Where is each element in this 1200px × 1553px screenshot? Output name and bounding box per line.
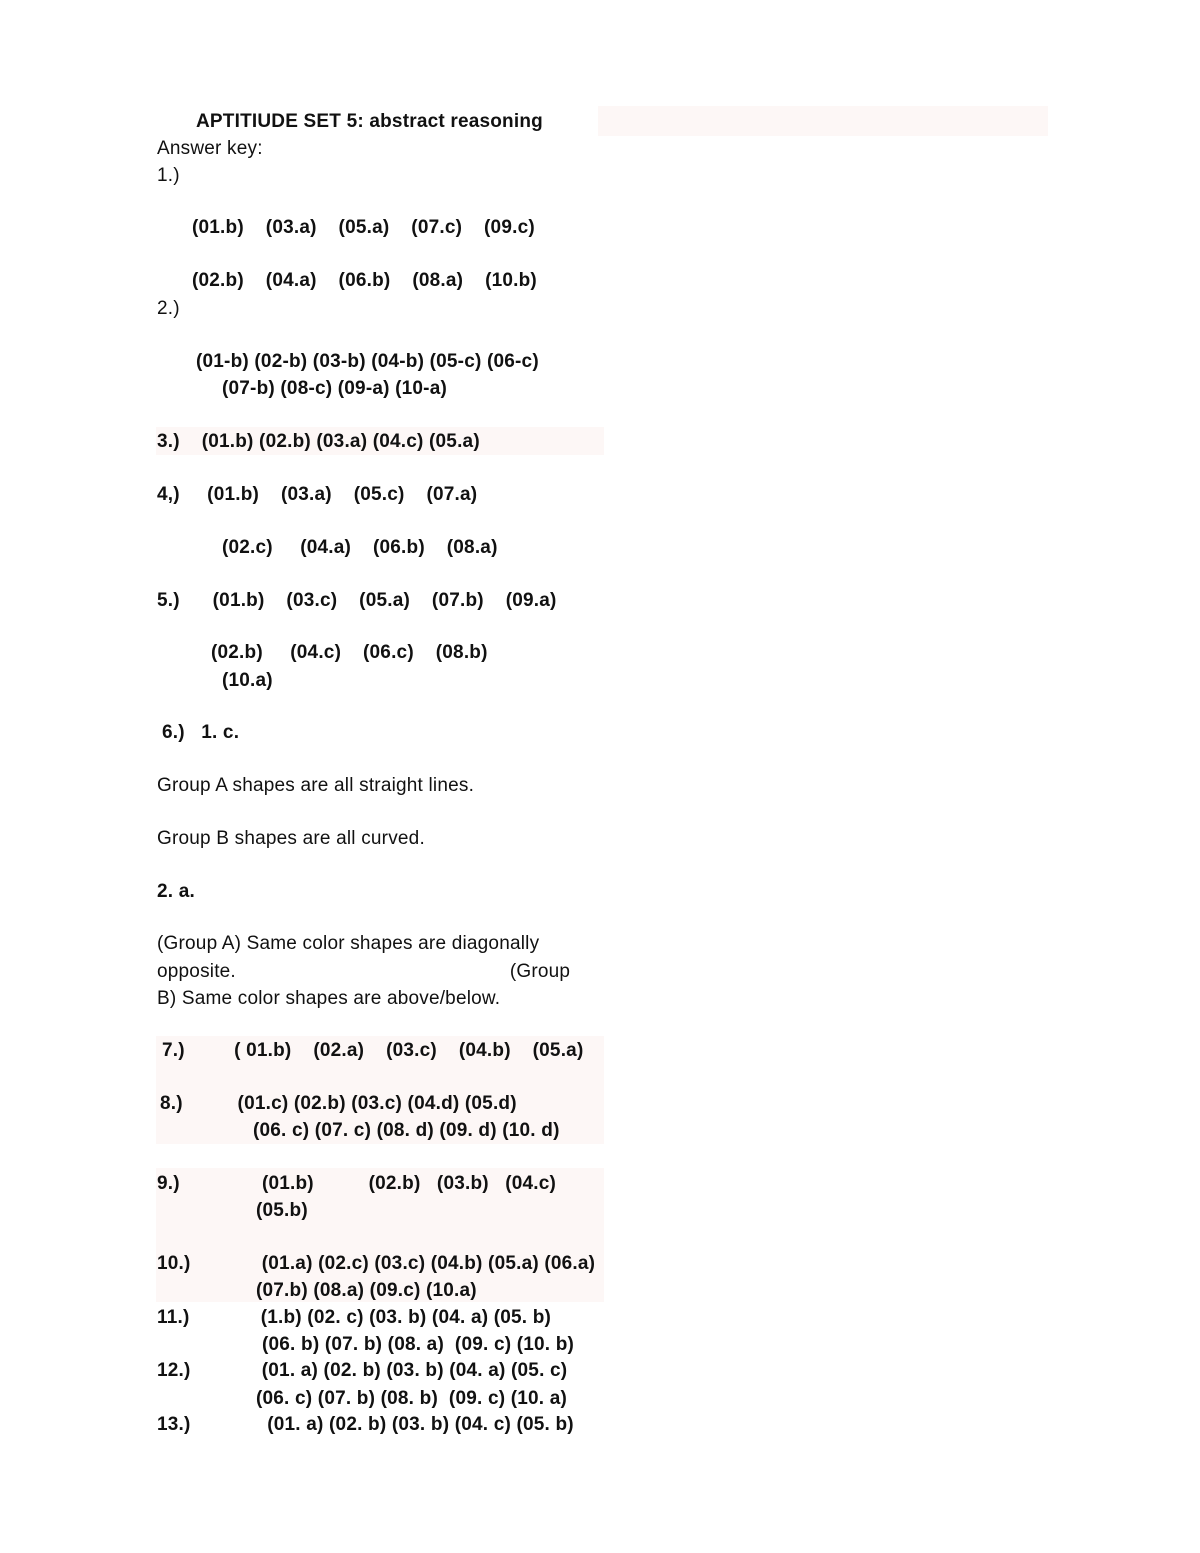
q5-answers-row1: 5.) (01.b) (03.c) (05.a) (07.b) (09.a): [157, 590, 557, 611]
q9-answers-row2: (05.b): [256, 1200, 308, 1221]
q3-answers: 3.) (01.b) (02.b) (03.a) (04.c) (05.a): [157, 431, 480, 452]
q6-answer-2: 2. a.: [157, 881, 195, 902]
q2-answers-row1: (01-b) (02-b) (03-b) (04-b) (05-c) (06-c): [196, 351, 539, 372]
q6-explanation-line1: (Group A) Same color shapes are diagonally: [157, 933, 540, 954]
q2-label: 2.): [157, 298, 180, 319]
q6-explanation-a: Group A shapes are all straight lines.: [157, 775, 475, 796]
q10-answers-row1: 10.) (01.a) (02.c) (03.c) (04.b) (05.a) (06.a): [157, 1253, 596, 1274]
q8-answers-row1: 8.) (01.c) (02.b) (03.c) (04.d) (05.d): [160, 1093, 517, 1114]
q6-answer-1: 6.) 1. c.: [162, 722, 240, 743]
q5-answers-row2: (02.b) (04.c) (06.c) (08.b): [211, 642, 488, 663]
q1-answers-row2: (02.b) (04.a) (06.b) (08.a) (10.b): [192, 270, 537, 291]
q6-explanation-b: Group B shapes are all curved.: [157, 828, 425, 849]
q10-answers-row2: (07.b) (08.a) (09.c) (10.a): [256, 1280, 477, 1301]
q6-explanation-line2: opposite. (Group: [157, 961, 571, 982]
q7-answers: 7.) ( 01.b) (02.a) (03.c) (04.b) (05.a): [162, 1040, 584, 1061]
q12-answers-row2: (06. c) (07. b) (08. b) (09. c) (10. a): [256, 1388, 568, 1409]
q6-explanation-line3: B) Same color shapes are above/below.: [157, 988, 501, 1009]
q11-answers-row1: 11.) (1.b) (02. c) (03. b) (04. a) (05. b): [157, 1307, 552, 1328]
q11-answers-row2: (06. b) (07. b) (08. a) (09. c) (10. b): [262, 1334, 575, 1355]
q1-answers-row1: (01.b) (03.a) (05.a) (07.c) (09.c): [192, 217, 535, 238]
q5-answers-row3: (10.a): [222, 670, 273, 691]
highlight-band-top: [598, 106, 1048, 136]
q2-answers-row2: (07-b) (08-c) (09-a) (10-a): [222, 378, 448, 399]
q1-label: 1.): [157, 165, 180, 186]
q9-answers-row1: 9.) (01.b) (02.b) (03.b) (04.c): [157, 1173, 557, 1194]
q4-answers-row2: (02.c) (04.a) (06.b) (08.a): [222, 537, 498, 558]
document-title: APTITIUDE SET 5: abstract reasoning: [196, 111, 543, 132]
q8-answers-row2: (06. c) (07. c) (08. d) (09. d) (10. d): [253, 1120, 560, 1141]
q13-answers: 13.) (01. a) (02. b) (03. b) (04. c) (05. b): [157, 1414, 574, 1435]
q4-answers-row1: 4,) (01.b) (03.a) (05.c) (07.a): [157, 484, 478, 505]
q12-answers-row1: 12.) (01. a) (02. b) (03. b) (04. a) (05. c): [157, 1360, 568, 1381]
answer-key-label: Answer key:: [157, 138, 263, 159]
